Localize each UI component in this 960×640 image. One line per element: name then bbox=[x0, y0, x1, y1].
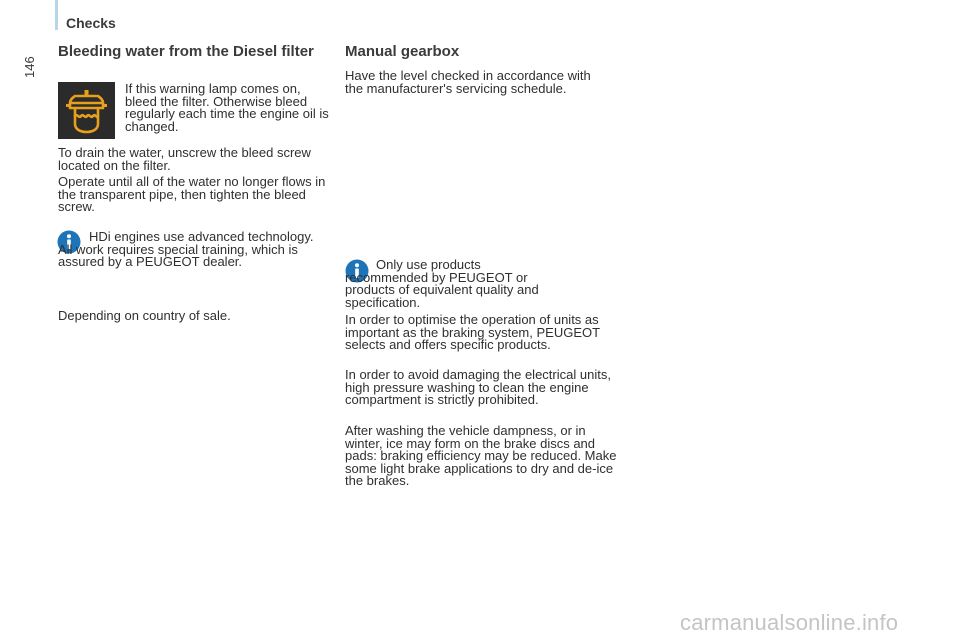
page-number: 146 bbox=[22, 56, 37, 78]
braking-text: In order to optimise the operation of units as important as the braking system, PEUGEOT selects and offers specific products. bbox=[345, 312, 600, 352]
brake-ice-text: After washing the vehicle dampness, or in winter, ice may form on the brake discs and pads: braking efficiency may be reduced. Make some light brake applications to dry and de-ice the brakes. bbox=[345, 423, 617, 488]
diesel-filter-title: Bleeding water from the Diesel filter bbox=[58, 43, 314, 60]
section-label: Checks bbox=[66, 15, 116, 31]
gearbox-text: Have the level checked in accordance with the manufacturer's servicing schedule. bbox=[345, 68, 591, 96]
right-info-text: Only use products recommended by PEUGEOT or products of equivalent quality and specification. bbox=[345, 257, 539, 310]
country-note: Depending on country of sale. bbox=[58, 308, 231, 323]
manual-gearbox-title: Manual gearbox bbox=[345, 43, 460, 60]
left-info-text: HDi engines use advanced technology. All work requires special training, which is assured by a PEUGEOT dealer. bbox=[58, 229, 314, 269]
diesel-filter-warning-icon bbox=[58, 82, 115, 139]
operate-text: Operate until all of the water no longer flows in the transparent pipe, then tighten the bleed screw. bbox=[58, 174, 326, 214]
header-accent-bar bbox=[55, 0, 58, 30]
warning-text: If this warning lamp comes on, bleed the filter. Otherwise bleed regularly each time the engine oil is changed. bbox=[125, 81, 329, 134]
watermark: carmanualsonline.info bbox=[680, 610, 899, 635]
drain-text: To drain the water, unscrew the bleed screw located on the filter. bbox=[58, 145, 311, 173]
washing-text: In order to avoid damaging the electrical units, high pressure washing to clean the engine compartment is strictly prohibited. bbox=[345, 367, 611, 407]
